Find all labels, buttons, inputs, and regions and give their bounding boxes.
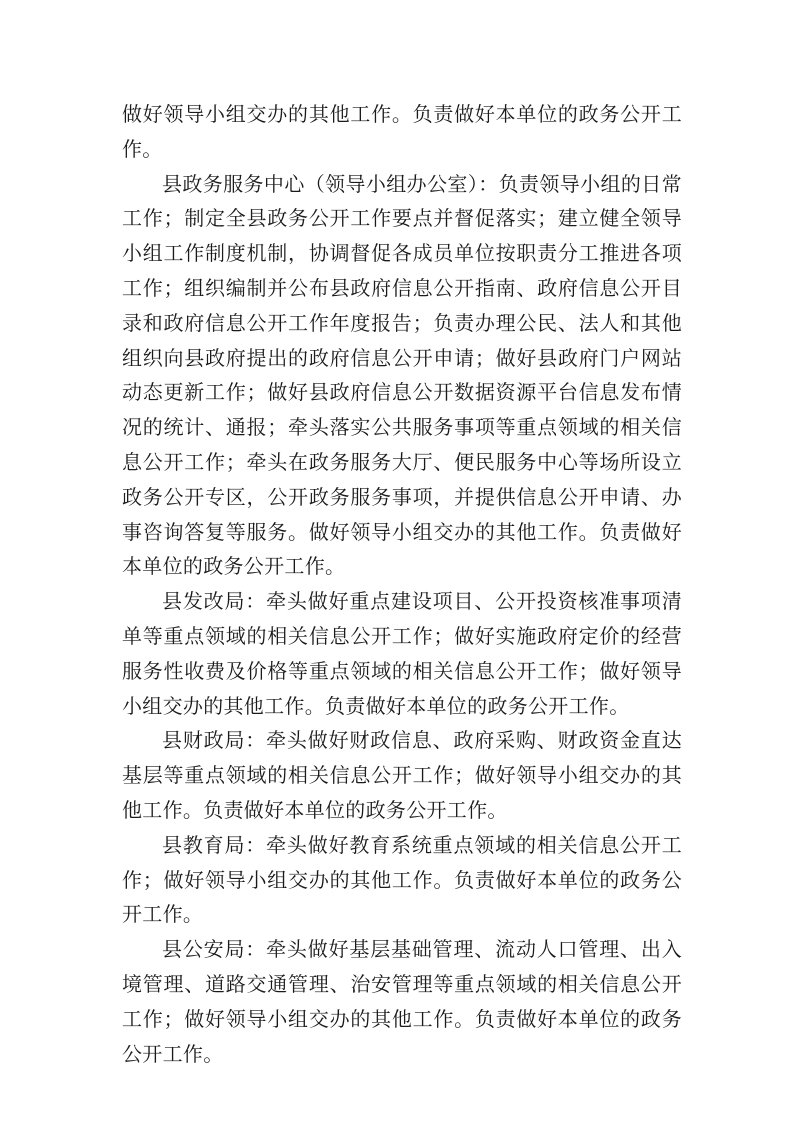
paragraph-continuation: 做好领导小组交办的其他工作。负责做好本单位的政务公开工作。 (122, 102, 682, 161)
paragraph-finance-bureau: 县财政局：牵头做好财政信息、政府采购、财政资金直达基层等重点领域的相关信息公开工作；做好领导小组交办的其他工作。负责做好本单位的政务公开工作。 (122, 728, 682, 822)
paragraph-county-service-center: 县政务服务中心（领导小组办公室）：负责领导小组的日常工作；制定全县政务公开工作要点并督促落实；建立健全领导小组工作制度机制，协调督促各成员单位按职责分工推进各项工作；组织编制并公布县政府信息公开指南、政府信息公开目录和政府信息公开工作年度报告；负责办理公民、法人和其他组织向县政府提出的政府信息公开申请；做好县政府门户网站动态更新工作；做好县政府信息公开数据资源平台信息发布情况的统计、通报；牵头落实公共服务事项等重点领域的相关信息公开工作；牵头在政务服务大厅、便民服务中心等场所设立政务公开专区，公开政务服务事项，并提供信息公开申请、办事咨询答复等服务。做好领导小组交办的其他工作。负责做好本单位的政务公开工作。 (122, 171, 682, 579)
document-body (122, 97, 682, 1071)
paragraph-public-security-bureau: 县公安局：牵头做好基层基础管理、流动人口管理、出入境管理、道路交通管理、治安管理等重点领域的相关信息公开工作；做好领导小组交办的其他工作。负责做好本单位的政务公开工作。 (122, 937, 682, 1066)
paragraph-development-reform-bureau: 县发改局：牵头做好重点建设项目、公开投资核准事项清单等重点领域的相关信息公开工作；做好实施政府定价的经营服务性收费及价格等重点领域的相关信息公开工作；做好领导小组交办的其他工作。负责做好本单位的政务公开工作。 (122, 589, 682, 718)
paragraph-education-bureau: 县教育局：牵头做好教育系统重点领域的相关信息公开工作；做好领导小组交办的其他工作。负责做好本单位的政务公开工作。 (122, 832, 682, 927)
